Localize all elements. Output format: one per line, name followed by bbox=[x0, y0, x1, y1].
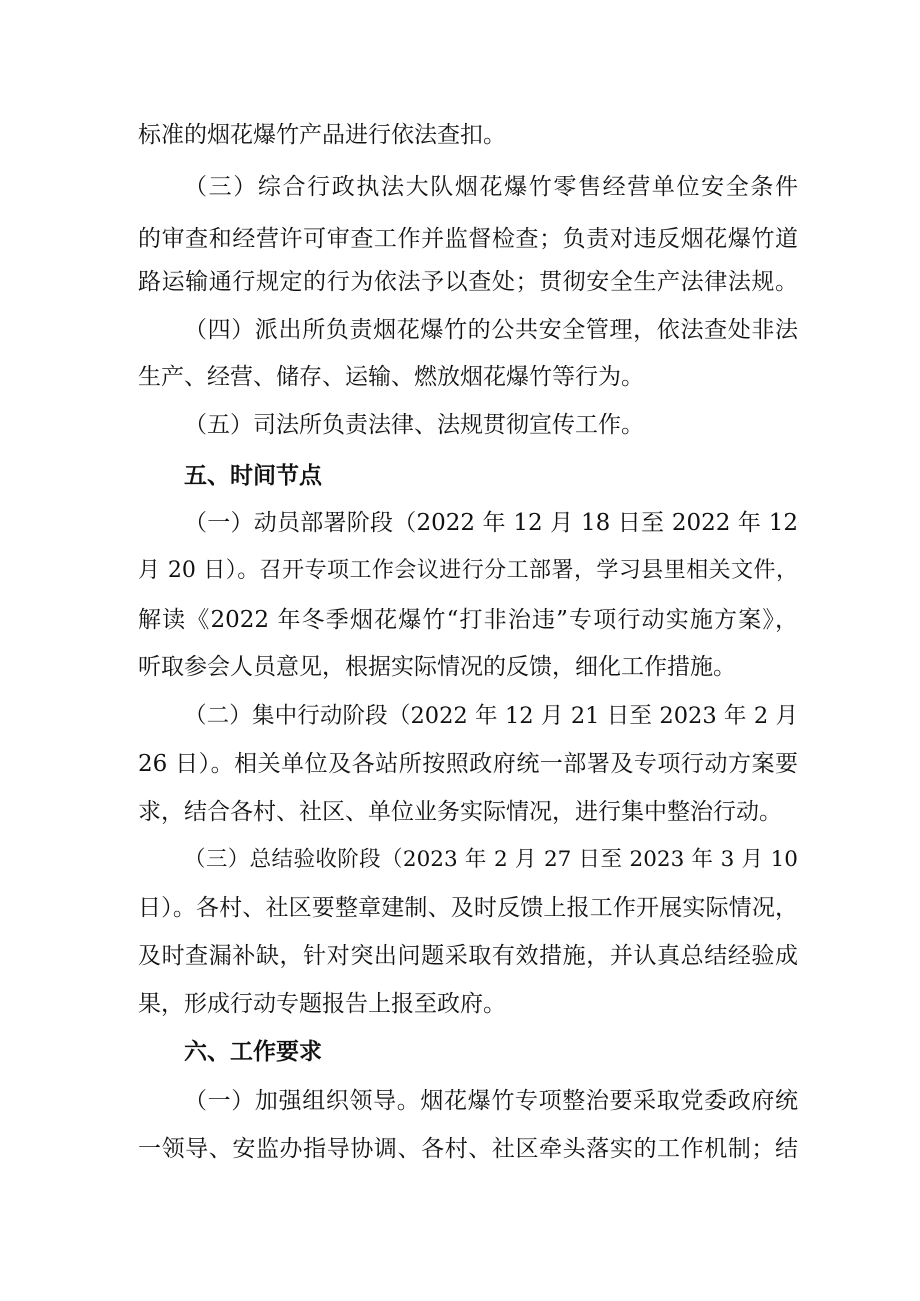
paragraph-line: 日）。各村、社区要整章建制、及时反馈上报工作开展实际情况， bbox=[138, 895, 798, 921]
paragraph-line: 26 日）。相关单位及各站所按照政府统一部署及专项行动方案要 bbox=[138, 751, 798, 777]
paragraph-line: （一）加强组织领导。烟花爆竹专项整治要采取党委政府统 bbox=[184, 1088, 798, 1114]
paragraph-line: 及时查漏补缺，针对突出问题采取有效措施，并认真总结经验成 bbox=[138, 943, 798, 969]
paragraph-line: （二）集中行动阶段（2022 年 12 月 21 日至 2023 年 2 月 bbox=[184, 703, 798, 729]
paragraph-line: 解读《2022 年冬季烟花爆竹“打非治违”专项行动实施方案》， bbox=[138, 607, 798, 633]
paragraph-line: 一领导、安监办指导协调、各村、社区牵头落实的工作机制；结 bbox=[138, 1136, 798, 1162]
paragraph-line: 标准的烟花爆竹产品进行依法查扣。 bbox=[138, 122, 506, 148]
paragraph-line: 的审查和经营许可审查工作并监督检查；负责对违反烟花爆竹道 bbox=[138, 226, 798, 252]
paragraph-line: （五）司法所负责法律、法规贯彻宣传工作。 bbox=[184, 412, 644, 438]
paragraph-line: （一）动员部署阶段（2022 年 12 月 18 日至 2022 年 12 bbox=[184, 510, 798, 536]
paragraph-line: 路运输通行规定的行为依法予以查处；贯彻安全生产法律法规。 bbox=[138, 269, 798, 295]
paragraph-line: （三）综合行政执法大队烟花爆竹零售经营单位安全条件 bbox=[184, 174, 798, 200]
section-heading: 六、工作要求 bbox=[184, 1039, 322, 1065]
paragraph-line: 求，结合各村、社区、单位业务实际情况，进行集中整治行动。 bbox=[138, 799, 782, 825]
paragraph-line: 果，形成行动专题报告上报至政府。 bbox=[138, 991, 506, 1017]
paragraph-line: 生产、经营、储存、运输、燃放烟花爆竹等行为。 bbox=[138, 364, 644, 390]
paragraph-line: 听取参会人员意见，根据实际情况的反馈，细化工作措施。 bbox=[138, 654, 736, 680]
paragraph-line: 月 20 日）。召开专项工作会议进行分工部署，学习县里相关文件， bbox=[138, 558, 798, 583]
section-heading: 五、时间节点 bbox=[184, 463, 322, 489]
paragraph-line: （三）总结验收阶段（2023 年 2 月 27 日至 2023 年 3 月 10 bbox=[184, 847, 798, 872]
paragraph-line: （四）派出所负责烟花爆竹的公共安全管理，依法查处非法 bbox=[184, 317, 798, 343]
